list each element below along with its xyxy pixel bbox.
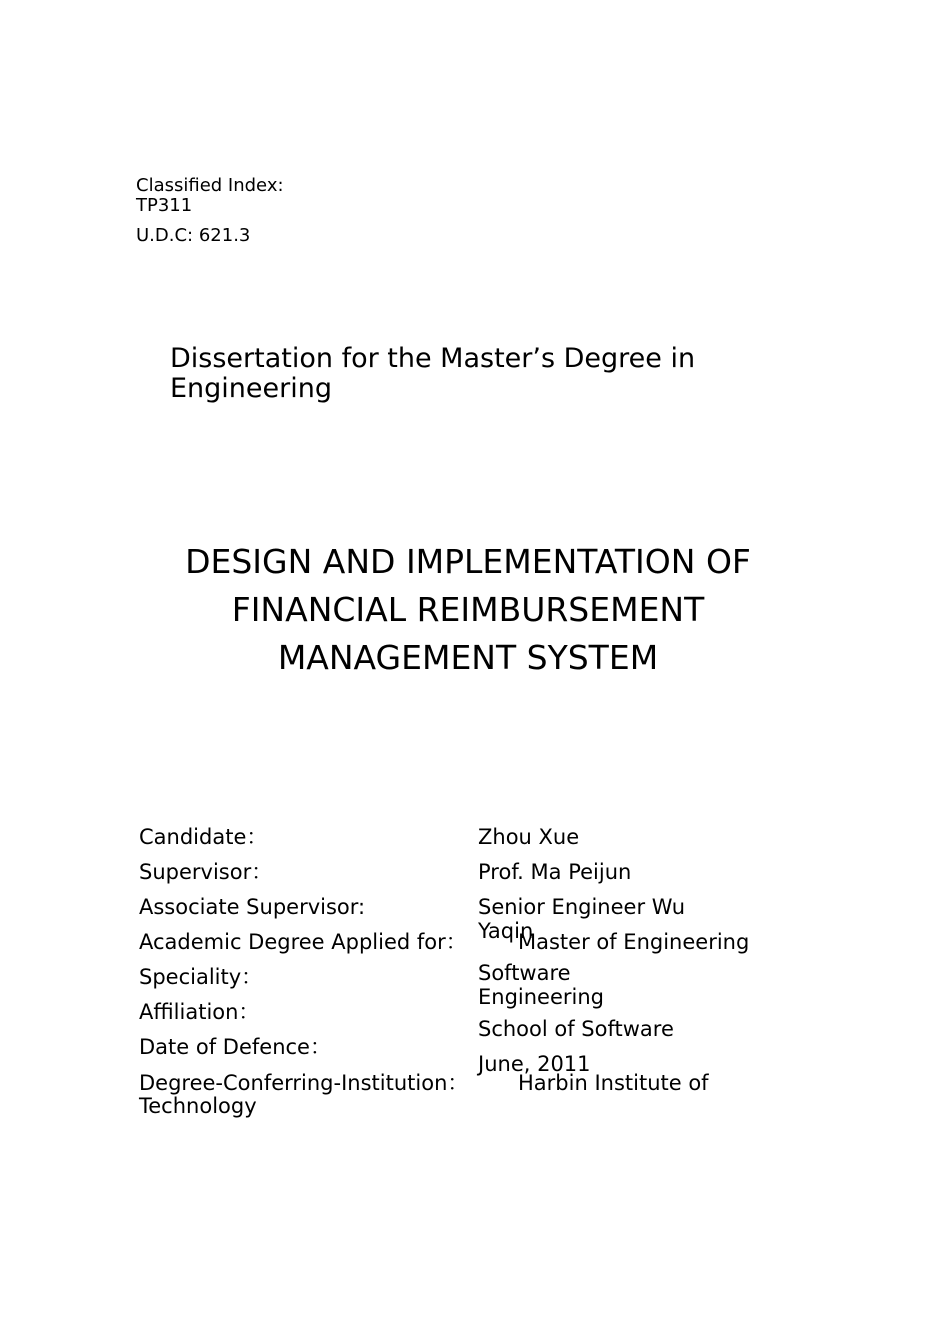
title-line-2: FINANCIAL REIMBURSEMENT (231, 590, 705, 629)
institution-label: Degree-Conferring-Institution： (139, 1071, 469, 1095)
assoc-supervisor-label: Associate Supervisor: (139, 895, 366, 919)
udc-code: U.D.C: 621.3 (136, 225, 251, 246)
defence-date-value: June, 2011 (478, 1052, 591, 1076)
supervisor-label: Supervisor： (139, 860, 273, 884)
title-line-1: DESIGN AND IMPLEMENTATION OF (185, 542, 751, 581)
affiliation-value: School of Software (478, 1017, 674, 1041)
institution-value-line1: Harbin Institute of (518, 1071, 709, 1095)
candidate-value: Zhou Xue (478, 825, 580, 849)
affiliation-label: Affiliation： (139, 1000, 260, 1024)
institution-value-line2: Technology (139, 1094, 257, 1118)
title-line-3: MANAGEMENT SYSTEM (277, 638, 659, 677)
degree-type: Dissertation for the Master’s Degree in Engineering (170, 343, 696, 404)
classified-index-value: TP311 (136, 195, 193, 216)
dissertation-title (140, 538, 796, 682)
candidate-label: Candidate： (139, 825, 268, 849)
speciality-label: Speciality： (139, 965, 263, 989)
classified-index-label: Classified Index: (136, 175, 284, 196)
speciality-value: Software Engineering (478, 961, 604, 1009)
defence-date-label: Date of Defence： (139, 1035, 331, 1059)
assoc-supervisor-value: Senior Engineer Wu Yaqin (478, 895, 686, 943)
supervisor-value: Prof. Ma Peijun (478, 860, 632, 884)
degree-applied-value: Master of Engineering (518, 930, 750, 954)
degree-applied-label: Academic Degree Applied for： (139, 930, 467, 954)
